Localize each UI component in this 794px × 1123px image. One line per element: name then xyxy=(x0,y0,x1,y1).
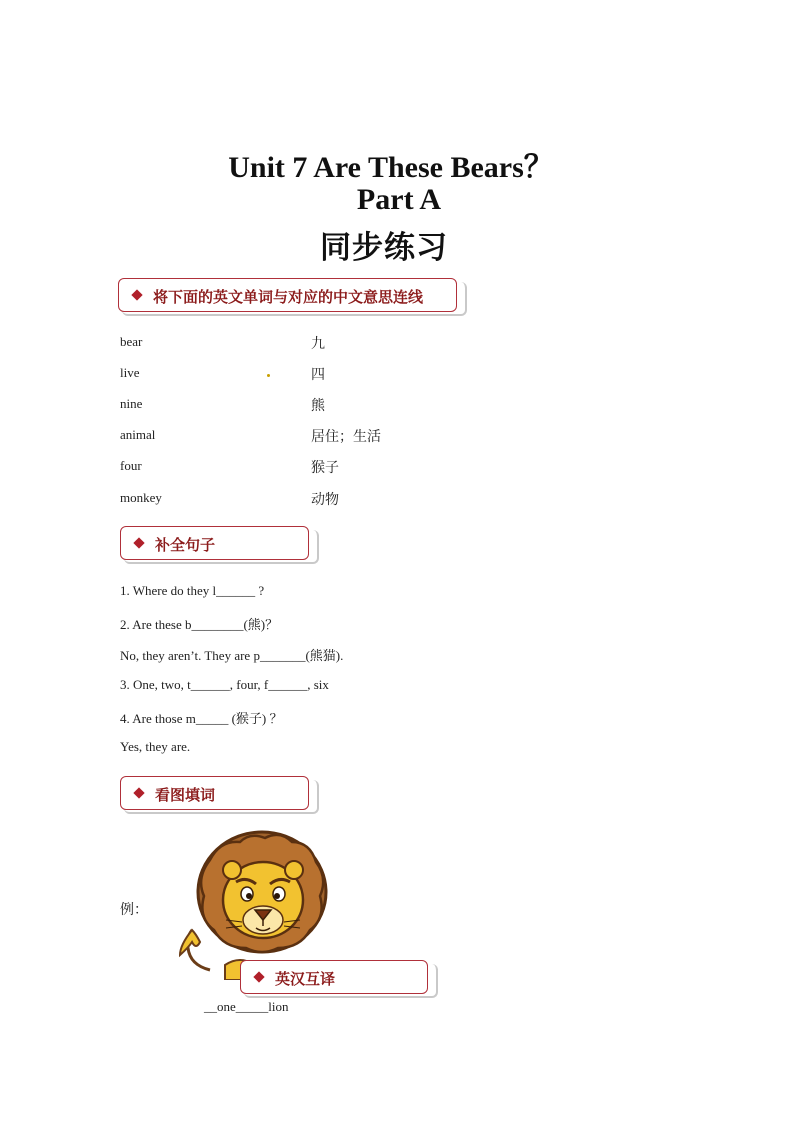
section2-title: 补全句子 xyxy=(155,536,216,554)
chinese-word: 熊 xyxy=(311,398,325,414)
chinese-word: 居住；生活 xyxy=(311,429,381,445)
english-word: animal xyxy=(120,427,156,442)
diamond-icon xyxy=(133,787,144,798)
english-word: four xyxy=(120,458,142,473)
english-word: monkey xyxy=(120,490,162,505)
english-word: live xyxy=(120,365,140,380)
lion-illustration xyxy=(170,830,340,980)
diamond-icon xyxy=(131,289,142,300)
section2-header xyxy=(120,526,309,560)
section3-title: 看图填词 xyxy=(155,786,216,804)
section4-header xyxy=(240,960,428,994)
sentence-line: 4. Are those m_____ (猴子) ？ xyxy=(120,711,283,726)
section1-title: 将下面的英文单词与对应的中文意思连线 xyxy=(153,288,424,306)
english-word: bear xyxy=(120,334,143,349)
diamond-icon xyxy=(253,971,264,982)
title-line-2: Part A xyxy=(356,183,442,216)
section3-header xyxy=(120,776,309,810)
chinese-word: 九 xyxy=(311,336,325,352)
example-answer: __one_____lion xyxy=(204,999,289,1014)
chinese-word: 动物 xyxy=(311,492,339,508)
section4-title: 英汉互译 xyxy=(275,970,336,988)
sentence-line: 1. Where do they l______ ? xyxy=(120,583,265,598)
english-word: nine xyxy=(120,396,143,411)
sentence-line: 3. One, two, t______, four, f______, six xyxy=(120,677,329,692)
diamond-icon xyxy=(133,537,144,548)
example-label: 例： xyxy=(120,902,148,918)
chinese-word: 猴子 xyxy=(311,460,339,476)
sentence-line: 2. Are these b________(熊)？ xyxy=(120,617,279,632)
sentence-line: Yes, they are. xyxy=(120,739,191,754)
stray-dot xyxy=(267,374,270,377)
title-line-1: Unit 7 Are These Bears？ xyxy=(228,151,554,184)
title-line-3: 同步练习 xyxy=(320,230,448,266)
sentence-line: No, they aren’t. They are p_______(熊猫). xyxy=(120,648,344,663)
chinese-word: 四 xyxy=(311,367,325,383)
section1-header xyxy=(118,278,457,312)
